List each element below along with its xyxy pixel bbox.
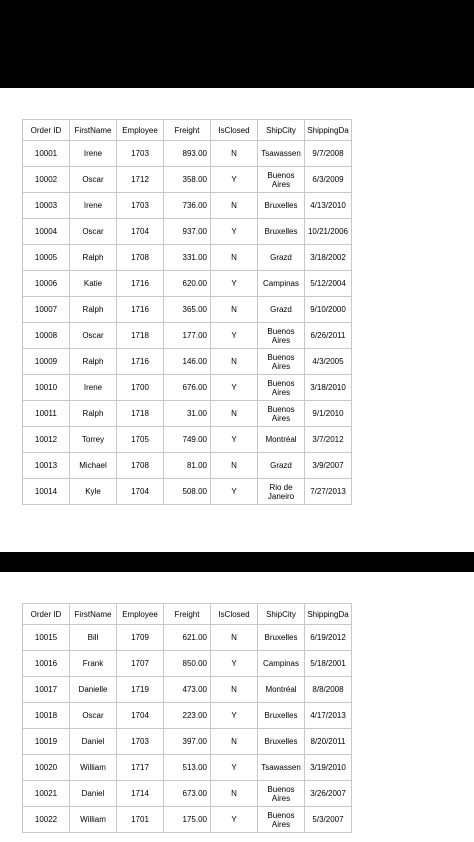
cell-employee: 1705 bbox=[117, 427, 164, 453]
header-row bbox=[23, 120, 352, 141]
cell-ship-city: Campinas bbox=[258, 651, 305, 677]
cell-freight: 146.00 bbox=[164, 349, 211, 375]
cell-ship-city: Bruxelles bbox=[258, 193, 305, 219]
cell-freight: 621.00 bbox=[164, 625, 211, 651]
cell-employee: 1703 bbox=[117, 141, 164, 167]
cell-order-id: 10021 bbox=[23, 781, 70, 807]
cell-freight: 893.00 bbox=[164, 141, 211, 167]
cell-order-id: 10015 bbox=[23, 625, 70, 651]
cell-shipping-date: 7/27/2013 bbox=[305, 479, 352, 505]
cell-freight: 513.00 bbox=[164, 755, 211, 781]
cell-order-id: 10020 bbox=[23, 755, 70, 781]
cell-order-id: 10016 bbox=[23, 651, 70, 677]
table-row bbox=[23, 193, 352, 219]
cell-freight: 749.00 bbox=[164, 427, 211, 453]
cell-ship-city: Buenos Aires bbox=[258, 807, 305, 833]
cell-first-name: Oscar bbox=[70, 219, 117, 245]
cell-employee: 1707 bbox=[117, 651, 164, 677]
cell-freight: 331.00 bbox=[164, 245, 211, 271]
cell-shipping-date: 3/7/2012 bbox=[305, 427, 352, 453]
cell-ship-city: Tsawassen bbox=[258, 755, 305, 781]
cell-order-id: 10012 bbox=[23, 427, 70, 453]
cell-order-id: 10014 bbox=[23, 479, 70, 505]
column-header-freight: Freight bbox=[164, 604, 211, 625]
cell-employee: 1704 bbox=[117, 479, 164, 505]
cell-order-id: 10002 bbox=[23, 167, 70, 193]
cell-ship-city: Montréal bbox=[258, 677, 305, 703]
cell-first-name: Ralph bbox=[70, 349, 117, 375]
cell-order-id: 10022 bbox=[23, 807, 70, 833]
cell-first-name: Kyle bbox=[70, 479, 117, 505]
table-row bbox=[23, 167, 352, 193]
table-row bbox=[23, 245, 352, 271]
cell-ship-city: Grazd bbox=[258, 245, 305, 271]
cell-is-closed: N bbox=[211, 729, 258, 755]
cell-shipping-date: 3/19/2010 bbox=[305, 755, 352, 781]
cell-ship-city: Bruxelles bbox=[258, 703, 305, 729]
table-row bbox=[23, 401, 352, 427]
cell-is-closed: Y bbox=[211, 755, 258, 781]
cell-first-name: Daniel bbox=[70, 781, 117, 807]
cell-freight: 736.00 bbox=[164, 193, 211, 219]
cell-ship-city: Montréal bbox=[258, 427, 305, 453]
cell-employee: 1716 bbox=[117, 297, 164, 323]
cell-ship-city: Tsawassen bbox=[258, 141, 305, 167]
cell-is-closed: Y bbox=[211, 219, 258, 245]
cell-shipping-date: 5/12/2004 bbox=[305, 271, 352, 297]
cell-freight: 850.00 bbox=[164, 651, 211, 677]
cell-freight: 673.00 bbox=[164, 781, 211, 807]
page-break-band bbox=[0, 552, 474, 572]
cell-order-id: 10011 bbox=[23, 401, 70, 427]
cell-is-closed: Y bbox=[211, 703, 258, 729]
cell-order-id: 10001 bbox=[23, 141, 70, 167]
cell-order-id: 10017 bbox=[23, 677, 70, 703]
column-header-is-closed: IsClosed bbox=[211, 120, 258, 141]
cell-shipping-date: 9/1/2010 bbox=[305, 401, 352, 427]
cell-employee: 1701 bbox=[117, 807, 164, 833]
table-row bbox=[23, 781, 352, 807]
cell-shipping-date: 4/13/2010 bbox=[305, 193, 352, 219]
cell-first-name: Ralph bbox=[70, 245, 117, 271]
cell-freight: 397.00 bbox=[164, 729, 211, 755]
table-row bbox=[23, 349, 352, 375]
cell-order-id: 10007 bbox=[23, 297, 70, 323]
column-header-ship-city: ShipCity bbox=[258, 120, 305, 141]
cell-shipping-date: 6/19/2012 bbox=[305, 625, 352, 651]
cell-is-closed: N bbox=[211, 781, 258, 807]
cell-ship-city: Grazd bbox=[258, 453, 305, 479]
column-header-order-id: Order ID bbox=[23, 120, 70, 141]
column-header-first-name: FirstName bbox=[70, 604, 117, 625]
cell-employee: 1703 bbox=[117, 729, 164, 755]
cell-first-name: Irene bbox=[70, 141, 117, 167]
cell-ship-city: Bruxelles bbox=[258, 625, 305, 651]
cell-ship-city: Buenos Aires bbox=[258, 781, 305, 807]
cell-ship-city: Buenos Aires bbox=[258, 375, 305, 401]
table-row bbox=[23, 703, 352, 729]
cell-first-name: Oscar bbox=[70, 703, 117, 729]
cell-is-closed: Y bbox=[211, 271, 258, 297]
cell-is-closed: N bbox=[211, 453, 258, 479]
cell-employee: 1719 bbox=[117, 677, 164, 703]
table-row bbox=[23, 677, 352, 703]
cell-shipping-date: 8/20/2011 bbox=[305, 729, 352, 755]
cell-employee: 1717 bbox=[117, 755, 164, 781]
cell-is-closed: Y bbox=[211, 167, 258, 193]
cell-ship-city: Rio de Janeiro bbox=[258, 479, 305, 505]
cell-freight: 365.00 bbox=[164, 297, 211, 323]
cell-freight: 31.00 bbox=[164, 401, 211, 427]
header-row bbox=[23, 604, 352, 625]
cell-freight: 81.00 bbox=[164, 453, 211, 479]
cell-is-closed: N bbox=[211, 141, 258, 167]
table-row bbox=[23, 141, 352, 167]
cell-ship-city: Buenos Aires bbox=[258, 167, 305, 193]
cell-order-id: 10004 bbox=[23, 219, 70, 245]
cell-freight: 620.00 bbox=[164, 271, 211, 297]
cell-first-name: Ralph bbox=[70, 401, 117, 427]
cell-employee: 1708 bbox=[117, 453, 164, 479]
cell-is-closed: N bbox=[211, 297, 258, 323]
column-header-shipping-date: ShippingDa bbox=[305, 604, 352, 625]
cell-ship-city: Bruxelles bbox=[258, 219, 305, 245]
cell-employee: 1703 bbox=[117, 193, 164, 219]
cell-first-name: Ralph bbox=[70, 297, 117, 323]
cell-shipping-date: 3/9/2007 bbox=[305, 453, 352, 479]
cell-shipping-date: 9/10/2000 bbox=[305, 297, 352, 323]
column-header-ship-city: ShipCity bbox=[258, 604, 305, 625]
cell-is-closed: Y bbox=[211, 427, 258, 453]
cell-order-id: 10019 bbox=[23, 729, 70, 755]
cell-is-closed: N bbox=[211, 349, 258, 375]
cell-is-closed: Y bbox=[211, 323, 258, 349]
cell-shipping-date: 3/18/2010 bbox=[305, 375, 352, 401]
table-row bbox=[23, 427, 352, 453]
cell-is-closed: N bbox=[211, 245, 258, 271]
table-row bbox=[23, 807, 352, 833]
cell-shipping-date: 5/3/2007 bbox=[305, 807, 352, 833]
cell-employee: 1718 bbox=[117, 323, 164, 349]
table-row bbox=[23, 375, 352, 401]
column-header-freight: Freight bbox=[164, 120, 211, 141]
table-body bbox=[23, 625, 352, 833]
table-row bbox=[23, 625, 352, 651]
cell-first-name: Frank bbox=[70, 651, 117, 677]
column-header-is-closed: IsClosed bbox=[211, 604, 258, 625]
cell-order-id: 10008 bbox=[23, 323, 70, 349]
cell-shipping-date: 9/7/2008 bbox=[305, 141, 352, 167]
column-header-employee: Employee bbox=[117, 604, 164, 625]
cell-shipping-date: 10/21/2006 bbox=[305, 219, 352, 245]
table-row bbox=[23, 729, 352, 755]
top-black-band bbox=[0, 0, 474, 88]
cell-is-closed: N bbox=[211, 625, 258, 651]
cell-is-closed: Y bbox=[211, 479, 258, 505]
cell-freight: 676.00 bbox=[164, 375, 211, 401]
table-row bbox=[23, 323, 352, 349]
cell-ship-city: Grazd bbox=[258, 297, 305, 323]
table-row bbox=[23, 453, 352, 479]
cell-is-closed: Y bbox=[211, 807, 258, 833]
cell-ship-city: Buenos Aires bbox=[258, 323, 305, 349]
cell-is-closed: Y bbox=[211, 375, 258, 401]
cell-shipping-date: 3/18/2002 bbox=[305, 245, 352, 271]
cell-first-name: Daniel bbox=[70, 729, 117, 755]
cell-first-name: Oscar bbox=[70, 167, 117, 193]
cell-ship-city: Bruxelles bbox=[258, 729, 305, 755]
cell-is-closed: N bbox=[211, 401, 258, 427]
cell-employee: 1714 bbox=[117, 781, 164, 807]
table-row bbox=[23, 297, 352, 323]
cell-order-id: 10005 bbox=[23, 245, 70, 271]
cell-employee: 1716 bbox=[117, 349, 164, 375]
cell-is-closed: N bbox=[211, 677, 258, 703]
cell-first-name: Oscar bbox=[70, 323, 117, 349]
cell-first-name: Irene bbox=[70, 375, 117, 401]
cell-freight: 508.00 bbox=[164, 479, 211, 505]
cell-employee: 1700 bbox=[117, 375, 164, 401]
cell-order-id: 10009 bbox=[23, 349, 70, 375]
cell-freight: 473.00 bbox=[164, 677, 211, 703]
cell-order-id: 10003 bbox=[23, 193, 70, 219]
table-body bbox=[23, 141, 352, 505]
cell-freight: 175.00 bbox=[164, 807, 211, 833]
table-row bbox=[23, 651, 352, 677]
cell-shipping-date: 3/26/2007 bbox=[305, 781, 352, 807]
cell-ship-city: Buenos Aires bbox=[258, 401, 305, 427]
cell-ship-city: Campinas bbox=[258, 271, 305, 297]
cell-employee: 1716 bbox=[117, 271, 164, 297]
column-header-employee: Employee bbox=[117, 120, 164, 141]
cell-freight: 223.00 bbox=[164, 703, 211, 729]
cell-shipping-date: 5/18/2001 bbox=[305, 651, 352, 677]
cell-is-closed: Y bbox=[211, 651, 258, 677]
cell-is-closed: N bbox=[211, 193, 258, 219]
cell-freight: 177.00 bbox=[164, 323, 211, 349]
cell-first-name: Torrey bbox=[70, 427, 117, 453]
cell-order-id: 10010 bbox=[23, 375, 70, 401]
table-row bbox=[23, 219, 352, 245]
cell-shipping-date: 4/17/2013 bbox=[305, 703, 352, 729]
cell-first-name: William bbox=[70, 807, 117, 833]
column-header-first-name: FirstName bbox=[70, 120, 117, 141]
cell-employee: 1708 bbox=[117, 245, 164, 271]
cell-first-name: William bbox=[70, 755, 117, 781]
column-header-order-id: Order ID bbox=[23, 604, 70, 625]
column-header-shipping-date: ShippingDa bbox=[305, 120, 352, 141]
cell-first-name: Irene bbox=[70, 193, 117, 219]
table-row bbox=[23, 755, 352, 781]
cell-order-id: 10018 bbox=[23, 703, 70, 729]
table-row bbox=[23, 271, 352, 297]
table-row bbox=[23, 479, 352, 505]
cell-freight: 358.00 bbox=[164, 167, 211, 193]
cell-first-name: Michael bbox=[70, 453, 117, 479]
cell-shipping-date: 6/26/2011 bbox=[305, 323, 352, 349]
cell-ship-city: Buenos Aires bbox=[258, 349, 305, 375]
cell-shipping-date: 8/8/2008 bbox=[305, 677, 352, 703]
cell-shipping-date: 4/3/2005 bbox=[305, 349, 352, 375]
cell-shipping-date: 6/3/2009 bbox=[305, 167, 352, 193]
cell-first-name: Katie bbox=[70, 271, 117, 297]
cell-employee: 1704 bbox=[117, 703, 164, 729]
cell-order-id: 10013 bbox=[23, 453, 70, 479]
cell-order-id: 10006 bbox=[23, 271, 70, 297]
orders-table-page-1 bbox=[22, 119, 352, 505]
cell-employee: 1718 bbox=[117, 401, 164, 427]
cell-employee: 1704 bbox=[117, 219, 164, 245]
cell-employee: 1712 bbox=[117, 167, 164, 193]
cell-first-name: Danielle bbox=[70, 677, 117, 703]
cell-freight: 937.00 bbox=[164, 219, 211, 245]
cell-first-name: Bill bbox=[70, 625, 117, 651]
orders-table-page-2 bbox=[22, 603, 352, 833]
cell-employee: 1709 bbox=[117, 625, 164, 651]
